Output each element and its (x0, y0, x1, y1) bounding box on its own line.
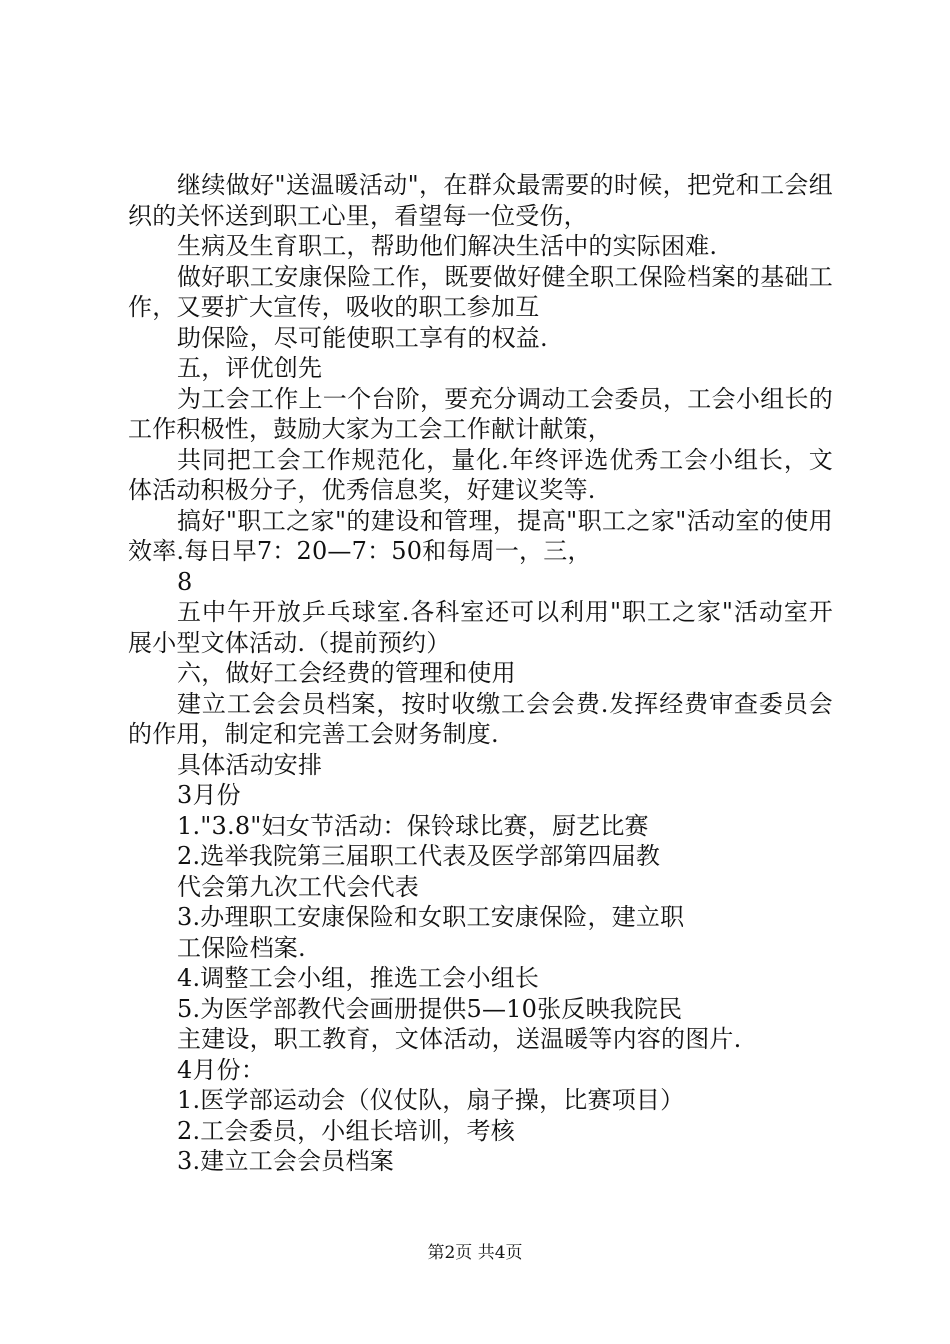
section-heading: 六，做好工会经费的管理和使用 (177, 659, 516, 687)
list-item: 1.医学部运动会（仪仗队，扇子操，比赛项目） (177, 1086, 685, 1114)
paragraph: 建立工会会员档案，按时收缴工会会费.发挥经费审查委员会的作用，制定和完善工会财务制度. (128, 689, 833, 748)
section-heading: 具体活动安排 (177, 750, 323, 779)
list-item: 工保险档案. (177, 933, 306, 962)
month-heading: 3月份 (177, 781, 241, 809)
paragraph: 共同把工会工作规范化，量化.年终评选优秀工会小组长，文体活动积极分子，优秀信息奖，好建议奖等. (128, 445, 833, 504)
paragraph: 为工会工作上一个台阶，要充分调动工会委员，工会小组长的工作积极性，鼓励大家为工会工作献计献策， (128, 384, 833, 443)
month-heading: 4月份： (177, 1055, 266, 1084)
paragraph: 8 (177, 567, 193, 596)
paragraph: 继续做好"送温暖活动"，在群众最需要的时候，把党和工会组织的关怀送到职工心里，看望每一位受伤， (128, 171, 833, 230)
paragraph: 搞好"职工之家"的建设和管理，提高"职工之家"活动室的使用效率.每日早7：20—7：50和每周一，三， (128, 506, 833, 565)
paragraph: 五中午开放乒乓球室.各科室还可以利用"职工之家"活动室开展小型文体活动.（提前预约） (128, 598, 833, 657)
paragraph: 做好职工安康保险工作，既要做好健全职工保险档案的基础工作，又要扩大宣传，吸收的职工参加互 (128, 262, 833, 321)
list-item: 2.选举我院第三届职工代表及医学部第四届教 (177, 842, 661, 870)
list-item: 2.工会委员，小组长培训，考核 (177, 1116, 515, 1145)
section-heading: 五，评优创先 (177, 354, 323, 382)
list-item: 4.调整工会小组，推选工会小组长 (177, 964, 540, 992)
list-item: 代会第九次工代会代表 (177, 872, 419, 901)
paragraph: 助保险，尽可能使职工享有的权益. (177, 323, 548, 352)
list-item: 3.建立工会会员档案 (177, 1147, 394, 1175)
list-item: 1."3.8"妇女节活动：保铃球比赛，厨艺比赛 (177, 811, 649, 840)
list-item: 5.为医学部教代会画册提供5—10张反映我院民 (177, 994, 683, 1023)
paragraph: 生病及生育职工，帮助他们解决生活中的实际困难. (177, 232, 718, 260)
document-body (128, 170, 833, 1177)
page-footer: 第2页 共4页 (427, 1243, 523, 1263)
list-item: 主建设，职工教育，文体活动，送温暖等内容的图片. (177, 1025, 742, 1053)
list-item: 3.办理职工安康保险和女职工安康保险，建立职 (177, 903, 685, 931)
